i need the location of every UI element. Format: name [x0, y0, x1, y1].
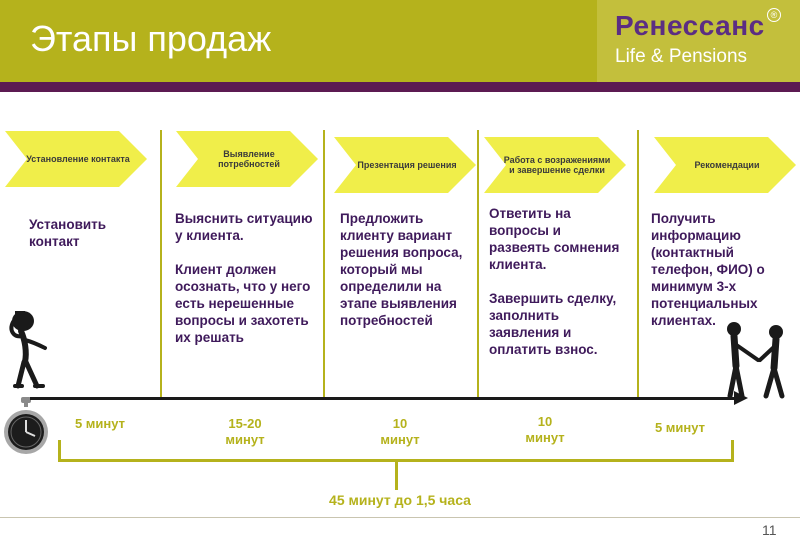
- stage-label: Работа с возражениями и завершение сделки: [503, 154, 611, 175]
- column-separator: [477, 130, 479, 400]
- stage-chevron-3: [334, 137, 476, 193]
- bracket-tick: [395, 462, 398, 490]
- stage-duration-5: 5 минут: [654, 420, 706, 435]
- logo-name: Ренессанс: [615, 10, 765, 41]
- header-bar: [0, 0, 800, 82]
- stage-chevron-2: [176, 131, 318, 187]
- handshake-icon: [720, 320, 800, 400]
- company-logo: [597, 0, 800, 82]
- column-separator: [637, 130, 639, 400]
- stage-description-3: Предложить клиенту вариант решения вопроса, который мы определили на этапе выявления потребностей: [340, 211, 463, 328]
- stopwatch-icon: [2, 396, 50, 456]
- timeline-axis: [30, 397, 740, 400]
- stage-chevron-4: [484, 137, 626, 193]
- total-duration: 45 минут до 1,5 часа: [329, 492, 471, 508]
- stage-label: Презентация решения: [357, 159, 457, 170]
- stage-description-2: Выяснить ситуацию у клиента. Клиент должен осознать, что у него есть нерешенные вопросы и захотеть их решать: [175, 211, 313, 345]
- stage-description-5: Получить информацию (контактный телефон, ФИО) о минимум 3-х потенциальных клиентах.: [651, 211, 765, 328]
- stage-duration-4: 10 минут: [525, 414, 565, 445]
- stage-chevron-5: [654, 137, 796, 193]
- column-separator: [323, 130, 325, 400]
- page-number: 11: [762, 522, 777, 538]
- stage-label: Выявление потребностей: [218, 148, 280, 169]
- stage-duration-1: 5 минут: [74, 416, 126, 431]
- stage-duration-3: 10 минут: [380, 416, 420, 447]
- registered-mark: ®: [767, 8, 781, 22]
- stage-description-1: Установить контакт: [29, 217, 107, 249]
- stage-description-4: Ответить на вопросы и развеять сомнения клиента. Завершить сделку, заполнить заявления и оплатить взнос.: [489, 206, 620, 357]
- thinking-man-icon: [3, 308, 53, 390]
- stage-label: Установление контакта: [26, 153, 130, 164]
- stage-label: Рекомендации: [694, 159, 760, 170]
- purple-divider: [0, 82, 800, 92]
- stage-duration-2: 15-20 минут: [225, 416, 265, 447]
- slide-title: Этапы продаж: [30, 18, 272, 59]
- footer-divider: [0, 517, 800, 518]
- column-separator: [160, 130, 162, 400]
- total-bracket: [58, 440, 734, 462]
- stage-chevron-1: [5, 131, 147, 187]
- logo-subtitle: Life & Pensions: [615, 46, 748, 67]
